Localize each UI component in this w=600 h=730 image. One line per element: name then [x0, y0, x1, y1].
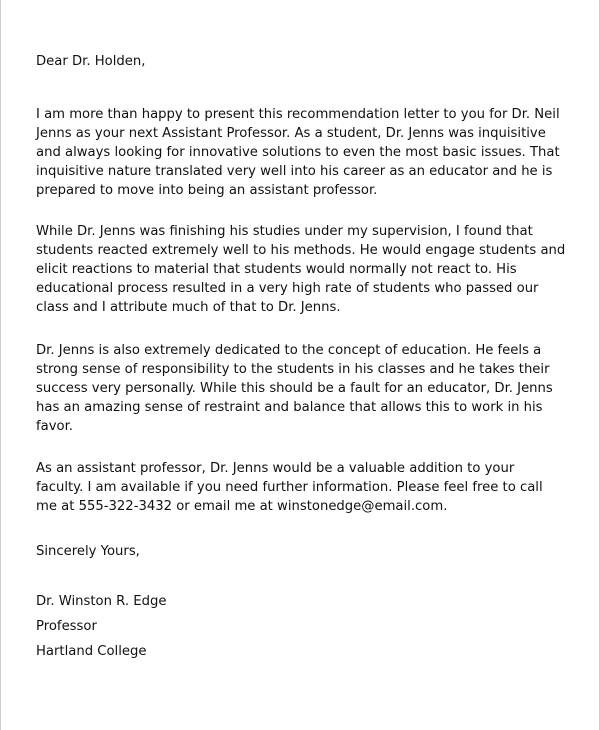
paragraph-line: prepared to move into being an assistant professor. — [36, 183, 378, 198]
paragraph-line: elicit reactions to material that students would normally not react to. His — [36, 262, 517, 277]
paragraph-line: Dr. Jenns is also extremely dedicated to the concept of education. He feels a — [36, 343, 542, 358]
paragraph-line: class and I attribute much of that to Dr. Jenns. — [36, 300, 341, 315]
paragraph-contact — [36, 459, 576, 516]
paragraph-line: has an amazing sense of restraint and balance that allows this to work in his — [36, 400, 543, 415]
paragraph-line: inquisitive nature translated very well into his career as an educator and he is — [36, 164, 553, 179]
paragraph-line: students reacted extremely well to his methods. He would engage students and — [36, 243, 566, 258]
paragraph-line: I am more than happy to present this recommendation letter to you for Dr. Neil — [36, 107, 560, 122]
paragraph-supervision — [36, 222, 576, 317]
paragraph-introduction — [36, 105, 576, 200]
paragraph-line: faculty. I am available if you need further information. Please feel free to call — [36, 480, 543, 495]
paragraph-line: favor. — [36, 419, 73, 434]
salutation: Dear Dr. Holden, — [36, 54, 146, 69]
signature-title: Professor — [36, 619, 97, 634]
signature-organization: Hartland College — [36, 644, 147, 659]
paragraph-line: me at 555-322-3432 or email me at winstonedge@email.com. — [36, 499, 448, 514]
paragraph-dedication — [36, 341, 576, 436]
paragraph-line: and always looking for innovative solutions to even the most basic issues. That — [36, 145, 560, 160]
paragraph-line: success very personally. While this should be a fault for an educator, Dr. Jenns — [36, 381, 553, 396]
paragraph-line: Jenns as your next Assistant Professor. As a student, Dr. Jenns was inquisitive — [36, 126, 546, 141]
paragraph-line: While Dr. Jenns was finishing his studies under my supervision, I found that — [36, 224, 533, 239]
closing: Sincerely Yours, — [36, 544, 140, 559]
signature-name: Dr. Winston R. Edge — [36, 594, 167, 609]
paragraph-line: As an assistant professor, Dr. Jenns would be a valuable addition to your — [36, 461, 515, 476]
paragraph-line: educational process resulted in a very high rate of students who passed our — [36, 281, 539, 296]
paragraph-line: strong sense of responsibility to the students in his classes and he takes their — [36, 362, 550, 377]
